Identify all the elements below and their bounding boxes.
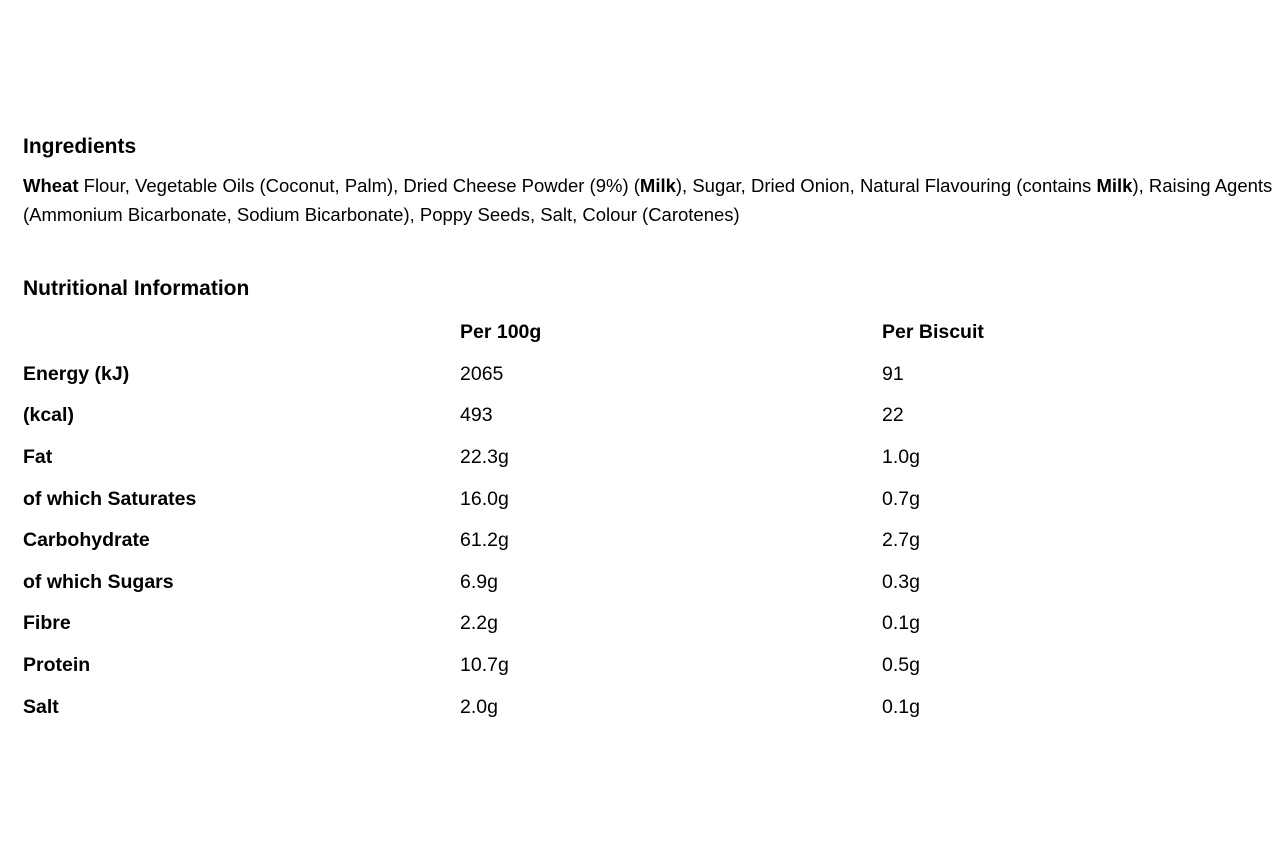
per-100g-value: 22.3g xyxy=(460,446,509,469)
nutrient-name: of which Saturates xyxy=(23,487,197,510)
nutrient-name: Fat xyxy=(23,446,53,469)
ingredients-heading: Ingredients xyxy=(23,135,137,158)
nutrient-name: Carbohydrate xyxy=(23,529,150,552)
table-row xyxy=(23,437,1182,479)
per-biscuit-column-header: Per Biscuit xyxy=(882,321,984,344)
nutrient-name: (kcal) xyxy=(23,404,74,427)
per-biscuit-value: 2.7g xyxy=(882,529,920,552)
per-100g-column-header: Per 100g xyxy=(460,321,542,344)
ingredient-segment: Milk xyxy=(1096,175,1133,196)
per-biscuit-value: 0.7g xyxy=(882,487,920,510)
table-row xyxy=(23,354,1182,396)
nutrient-name: Energy (kJ) xyxy=(23,362,130,385)
per-biscuit-value: 0.3g xyxy=(882,570,920,593)
per-100g-value: 10.7g xyxy=(460,654,509,677)
table-row xyxy=(23,686,1182,728)
per-biscuit-value: 22 xyxy=(882,404,904,427)
table-row xyxy=(23,395,1182,437)
per-100g-value: 2065 xyxy=(460,362,504,385)
nutrition-header-row xyxy=(23,312,1182,354)
per-100g-value: 6.9g xyxy=(460,570,498,593)
nutrient-name: Salt xyxy=(23,695,59,718)
nutrient-name: Protein xyxy=(23,654,91,677)
nutrient-name: of which Sugars xyxy=(23,570,174,593)
per-100g-value: 2.2g xyxy=(460,612,498,635)
per-biscuit-value: 91 xyxy=(882,362,904,385)
per-biscuit-value: 0.1g xyxy=(882,612,920,635)
ingredient-segment: ), Raising Agents (Ammonium Bicarbonate, Sodium Bicarbonate), Poppy Seeds, Salt, Colour (Carotenes) xyxy=(23,175,1273,225)
ingredient-segment: Flour, Vegetable Oils (Coconut, Palm), Dried Cheese Powder (9%) ( xyxy=(78,175,640,196)
per-100g-value: 61.2g xyxy=(460,529,509,552)
per-biscuit-value: 0.1g xyxy=(882,695,920,718)
table-row xyxy=(23,645,1182,687)
per-100g-value: 2.0g xyxy=(460,695,498,718)
table-row xyxy=(23,562,1182,604)
table-row xyxy=(23,603,1182,645)
nutrition-heading: Nutritional Information xyxy=(23,277,250,300)
table-row xyxy=(23,478,1182,520)
per-100g-value: 16.0g xyxy=(460,487,509,510)
ingredients-text xyxy=(23,171,1275,229)
ingredient-segment: ), Sugar, Dried Onion, Natural Flavouring (contains xyxy=(675,175,1097,196)
nutrition-table xyxy=(23,312,1182,728)
ingredient-segment: Wheat xyxy=(23,175,79,196)
nutrient-column-header xyxy=(23,312,460,354)
table-row xyxy=(23,520,1182,562)
per-biscuit-value: 0.5g xyxy=(882,654,920,677)
nutrient-name: Fibre xyxy=(23,612,71,635)
ingredient-segment: Milk xyxy=(639,175,676,196)
per-biscuit-value: 1.0g xyxy=(882,446,920,469)
per-100g-value: 493 xyxy=(460,404,493,427)
